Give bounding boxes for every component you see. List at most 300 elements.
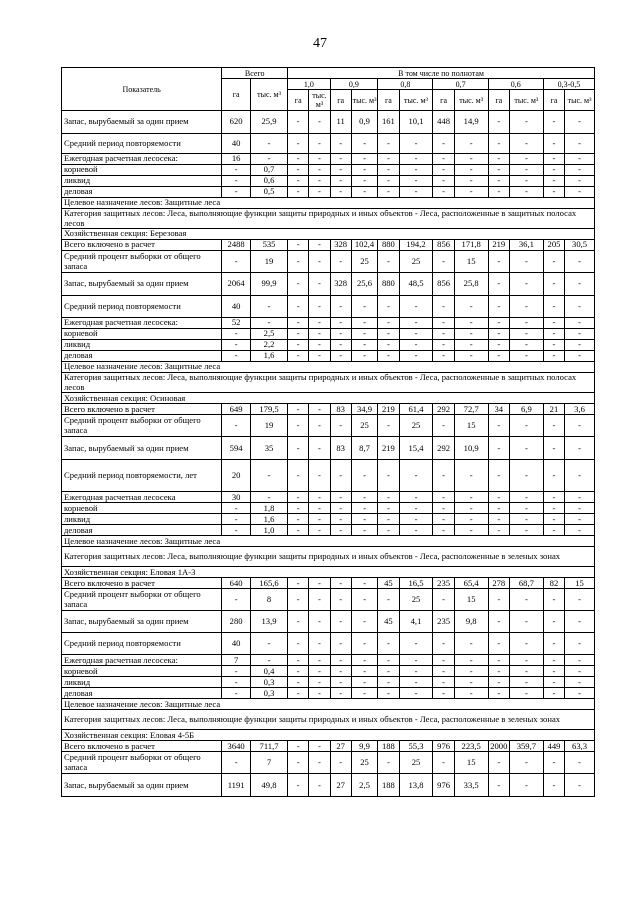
- table-cell: -: [250, 492, 287, 503]
- section-label: Категория защитных лесов: Леса, выполняющие функции защиты природных и иных объектов - Леса, расположенные в зеленых зонах: [62, 547, 595, 567]
- table-cell: 10,9: [454, 437, 488, 460]
- table-cell: -: [250, 296, 287, 318]
- table-cell: -: [509, 525, 543, 536]
- table-cell: -: [330, 415, 351, 437]
- header-total: Всего: [222, 68, 288, 79]
- table-cell: -: [330, 492, 351, 503]
- table-cell: 2,5: [250, 329, 287, 340]
- table-cell: -: [351, 666, 378, 677]
- table-cell: -: [509, 492, 543, 503]
- table-cell: -: [222, 415, 251, 437]
- table-cell: 219: [378, 404, 399, 415]
- table-cell: -: [351, 329, 378, 340]
- table-cell: 449: [543, 741, 564, 752]
- table-cell: -: [433, 460, 454, 492]
- table-cell: -: [288, 351, 309, 362]
- table-cell: -: [509, 633, 543, 655]
- table-cell: 219: [378, 437, 399, 460]
- row-label: ликвид: [62, 677, 222, 688]
- table-cell: 3640: [222, 741, 251, 752]
- table-cell: -: [351, 589, 378, 611]
- table-cell: 68,7: [509, 578, 543, 589]
- table-cell: 0,9: [351, 111, 378, 134]
- table-cell: -: [488, 351, 509, 362]
- table-cell: -: [378, 329, 399, 340]
- table-cell: -: [309, 404, 330, 415]
- table-cell: 292: [433, 404, 454, 415]
- table-cell: -: [488, 525, 509, 536]
- table-cell: 15: [454, 251, 488, 273]
- table-cell: -: [309, 589, 330, 611]
- section-row: [62, 393, 595, 404]
- table-cell: 45: [378, 611, 399, 633]
- table-cell: -: [488, 134, 509, 154]
- table-cell: -: [309, 460, 330, 492]
- table-cell: -: [378, 514, 399, 525]
- table-row: [62, 329, 595, 340]
- table-cell: 2,5: [351, 774, 378, 797]
- table-cell: -: [543, 655, 564, 666]
- header-unit-ha: га: [433, 90, 454, 111]
- table-cell: 1191: [222, 774, 251, 797]
- table-cell: -: [378, 251, 399, 273]
- table-cell: 161: [378, 111, 399, 134]
- table-cell: -: [565, 111, 595, 134]
- table-cell: 25: [399, 415, 433, 437]
- section-row: [62, 536, 595, 547]
- table-cell: -: [488, 187, 509, 198]
- table-cell: 15,4: [399, 437, 433, 460]
- table-cell: -: [509, 329, 543, 340]
- table-cell: -: [288, 111, 309, 134]
- table-cell: -: [509, 318, 543, 329]
- table-cell: -: [288, 187, 309, 198]
- section-row: [62, 547, 595, 567]
- table-cell: -: [509, 351, 543, 362]
- table-cell: -: [454, 655, 488, 666]
- table-cell: 30,5: [565, 240, 595, 251]
- table-cell: -: [288, 677, 309, 688]
- row-label: Всего включено в расчет: [62, 578, 222, 589]
- table-cell: -: [351, 688, 378, 699]
- table-cell: -: [565, 492, 595, 503]
- table-cell: -: [288, 655, 309, 666]
- table-cell: 9,9: [351, 741, 378, 752]
- table-cell: -: [454, 525, 488, 536]
- table-cell: -: [565, 666, 595, 677]
- section-row: [62, 229, 595, 240]
- table-cell: -: [399, 514, 433, 525]
- table-cell: -: [330, 165, 351, 176]
- table-row: [62, 741, 595, 752]
- table-cell: 1,6: [250, 514, 287, 525]
- table-cell: -: [543, 318, 564, 329]
- table-cell: 15: [454, 752, 488, 774]
- table-cell: -: [454, 492, 488, 503]
- table-cell: -: [565, 525, 595, 536]
- table-cell: 10,1: [399, 111, 433, 134]
- table-cell: -: [543, 351, 564, 362]
- table-cell: 188: [378, 741, 399, 752]
- table-row: [62, 154, 595, 165]
- table-cell: 292: [433, 437, 454, 460]
- table-cell: -: [399, 460, 433, 492]
- table-cell: -: [433, 318, 454, 329]
- table-cell: 25: [399, 251, 433, 273]
- table-cell: -: [488, 611, 509, 633]
- table-cell: -: [378, 340, 399, 351]
- table-cell: -: [399, 340, 433, 351]
- section-row: [62, 362, 595, 373]
- table-cell: -: [565, 134, 595, 154]
- table-cell: -: [378, 176, 399, 187]
- section-row: [62, 567, 595, 578]
- table-cell: -: [330, 296, 351, 318]
- table-cell: -: [543, 187, 564, 198]
- table-cell: -: [309, 340, 330, 351]
- table-cell: -: [351, 611, 378, 633]
- table-cell: -: [288, 176, 309, 187]
- table-cell: -: [351, 492, 378, 503]
- table-cell: -: [351, 514, 378, 525]
- table-cell: 194,2: [399, 240, 433, 251]
- table-cell: -: [509, 688, 543, 699]
- table-cell: -: [222, 688, 251, 699]
- row-label: деловая: [62, 187, 222, 198]
- table-row: [62, 176, 595, 187]
- row-label: Средний период повторяемости: [62, 633, 222, 655]
- table-cell: 2,2: [250, 340, 287, 351]
- table-cell: -: [543, 774, 564, 797]
- table-cell: -: [433, 503, 454, 514]
- header-unit-volume: тыс. м³: [309, 90, 330, 111]
- table-cell: -: [222, 340, 251, 351]
- table-cell: -: [543, 752, 564, 774]
- table-cell: -: [330, 503, 351, 514]
- table-cell: -: [378, 666, 399, 677]
- table-cell: 328: [330, 240, 351, 251]
- header-unit-volume: тыс. м³: [509, 90, 543, 111]
- table-cell: -: [288, 329, 309, 340]
- table-cell: -: [543, 176, 564, 187]
- table-cell: -: [330, 589, 351, 611]
- section-label: Целевое назначение лесов: Защитные леса: [62, 699, 595, 710]
- table-cell: -: [509, 415, 543, 437]
- table-cell: -: [543, 437, 564, 460]
- table-cell: 7: [222, 655, 251, 666]
- table-cell: -: [250, 655, 287, 666]
- table-cell: 880: [378, 240, 399, 251]
- table-cell: -: [222, 329, 251, 340]
- table-cell: -: [330, 525, 351, 536]
- table-cell: -: [488, 633, 509, 655]
- table-cell: -: [509, 774, 543, 797]
- table-cell: 856: [433, 240, 454, 251]
- table-cell: -: [351, 296, 378, 318]
- table-cell: -: [509, 176, 543, 187]
- table-cell: 40: [222, 633, 251, 655]
- table-cell: 30: [222, 492, 251, 503]
- table-cell: -: [351, 318, 378, 329]
- table-cell: 15: [565, 578, 595, 589]
- table-cell: 4,1: [399, 611, 433, 633]
- table-cell: -: [454, 351, 488, 362]
- table-cell: -: [433, 677, 454, 688]
- table-cell: -: [351, 165, 378, 176]
- header-total-volume: тыс. м³: [250, 79, 287, 111]
- table-cell: 45: [378, 578, 399, 589]
- table-cell: 25,6: [351, 273, 378, 296]
- table-cell: -: [309, 774, 330, 797]
- table-cell: 16,5: [399, 578, 433, 589]
- table-row: [62, 666, 595, 677]
- table-cell: -: [454, 503, 488, 514]
- row-label: Запас, вырубаемый за один прием: [62, 774, 222, 797]
- table-cell: -: [509, 165, 543, 176]
- table-cell: -: [378, 492, 399, 503]
- table-cell: -: [288, 154, 309, 165]
- table-cell: 640: [222, 578, 251, 589]
- table-cell: 1,8: [250, 503, 287, 514]
- table-cell: -: [565, 329, 595, 340]
- table-cell: -: [433, 340, 454, 351]
- table-cell: -: [488, 503, 509, 514]
- table-row: [62, 460, 595, 492]
- table-cell: -: [250, 318, 287, 329]
- table-cell: -: [543, 611, 564, 633]
- table-cell: -: [488, 176, 509, 187]
- table-cell: -: [250, 460, 287, 492]
- table-cell: -: [399, 503, 433, 514]
- table-row: [62, 611, 595, 633]
- table-cell: -: [565, 774, 595, 797]
- table-cell: -: [509, 655, 543, 666]
- header-density: 0,3-0,5: [543, 79, 594, 90]
- table-cell: -: [509, 503, 543, 514]
- table-cell: 649: [222, 404, 251, 415]
- row-label: деловая: [62, 351, 222, 362]
- table-cell: -: [288, 514, 309, 525]
- table-cell: 35: [250, 437, 287, 460]
- table-cell: -: [330, 318, 351, 329]
- table-cell: -: [309, 688, 330, 699]
- table-cell: -: [565, 611, 595, 633]
- table-cell: -: [399, 677, 433, 688]
- table-cell: -: [488, 340, 509, 351]
- row-label: Средний процент выборки от общего запаса: [62, 752, 222, 774]
- table-cell: 72,7: [454, 404, 488, 415]
- table-cell: -: [222, 176, 251, 187]
- table-cell: 278: [488, 578, 509, 589]
- table-row: [62, 514, 595, 525]
- table-cell: -: [509, 340, 543, 351]
- table-cell: -: [250, 154, 287, 165]
- table-cell: 25: [351, 752, 378, 774]
- table-cell: -: [488, 752, 509, 774]
- table-cell: -: [222, 514, 251, 525]
- header-density: 0,9: [330, 79, 378, 90]
- table-cell: -: [351, 460, 378, 492]
- row-label: Запас, вырубаемый за один прием: [62, 273, 222, 296]
- table-cell: -: [222, 589, 251, 611]
- table-cell: -: [543, 503, 564, 514]
- table-cell: -: [433, 165, 454, 176]
- table-cell: -: [288, 752, 309, 774]
- table-cell: -: [509, 752, 543, 774]
- table-cell: -: [399, 329, 433, 340]
- table-cell: -: [433, 329, 454, 340]
- table-cell: -: [309, 329, 330, 340]
- table-cell: -: [565, 273, 595, 296]
- header-density: 0,7: [433, 79, 488, 90]
- table-cell: -: [378, 351, 399, 362]
- row-label: Ежегодная расчетная лесосека:: [62, 655, 222, 666]
- table-cell: 205: [543, 240, 564, 251]
- table-cell: 55,3: [399, 741, 433, 752]
- table-cell: -: [565, 176, 595, 187]
- row-label: корневой: [62, 329, 222, 340]
- header-density: 1,0: [288, 79, 330, 90]
- table-cell: -: [565, 165, 595, 176]
- header-density: 0,6: [488, 79, 543, 90]
- header-unit-ha: га: [488, 90, 509, 111]
- table-cell: -: [399, 492, 433, 503]
- table-cell: -: [378, 460, 399, 492]
- table-cell: -: [288, 437, 309, 460]
- section-label: Хозяйственная секция: Березовая: [62, 229, 595, 240]
- table-cell: -: [509, 187, 543, 198]
- table-cell: -: [288, 492, 309, 503]
- table-cell: 25: [351, 251, 378, 273]
- table-cell: -: [378, 165, 399, 176]
- table-cell: -: [288, 165, 309, 176]
- table-cell: -: [433, 134, 454, 154]
- table-row: [62, 492, 595, 503]
- table-cell: 14,9: [454, 111, 488, 134]
- table-cell: -: [433, 415, 454, 437]
- table-cell: -: [399, 176, 433, 187]
- table-cell: -: [309, 525, 330, 536]
- table-cell: -: [222, 165, 251, 176]
- table-cell: -: [351, 154, 378, 165]
- header-unit-volume: тыс. м³: [351, 90, 378, 111]
- table-cell: -: [454, 340, 488, 351]
- row-label: Всего включено в расчет: [62, 240, 222, 251]
- header-unit-ha: га: [330, 90, 351, 111]
- table-cell: -: [330, 351, 351, 362]
- table-cell: 235: [433, 578, 454, 589]
- table-cell: -: [454, 329, 488, 340]
- table-cell: -: [330, 677, 351, 688]
- table-cell: 448: [433, 111, 454, 134]
- table-cell: -: [288, 415, 309, 437]
- table-cell: -: [509, 666, 543, 677]
- table-row: [62, 525, 595, 536]
- table-cell: -: [309, 273, 330, 296]
- table-cell: -: [222, 251, 251, 273]
- table-cell: -: [399, 165, 433, 176]
- table-row: [62, 251, 595, 273]
- table-cell: -: [565, 351, 595, 362]
- row-label: корневой: [62, 666, 222, 677]
- table-cell: -: [488, 111, 509, 134]
- table-cell: 219: [488, 240, 509, 251]
- table-cell: -: [309, 134, 330, 154]
- section-row: [62, 710, 595, 730]
- table-cell: 82: [543, 578, 564, 589]
- table-cell: -: [309, 240, 330, 251]
- table-cell: -: [454, 666, 488, 677]
- table-cell: -: [488, 273, 509, 296]
- table-cell: 1,6: [250, 351, 287, 362]
- table-cell: 21: [543, 404, 564, 415]
- table-cell: -: [309, 655, 330, 666]
- section-row: [62, 699, 595, 710]
- table-cell: -: [330, 633, 351, 655]
- row-label: Запас, вырубаемый за один прием: [62, 111, 222, 134]
- section-label: Категория защитных лесов: Леса, выполняющие функции защиты природных и иных объектов - Леса, расположенные в защитных полосах лесов: [62, 373, 595, 393]
- section-row: [62, 373, 595, 393]
- table-cell: -: [399, 688, 433, 699]
- table-cell: -: [330, 655, 351, 666]
- table-cell: -: [250, 633, 287, 655]
- table-cell: -: [309, 154, 330, 165]
- table-cell: -: [543, 329, 564, 340]
- table-cell: -: [488, 688, 509, 699]
- table-cell: 40: [222, 134, 251, 154]
- table-row: [62, 655, 595, 666]
- table-cell: -: [378, 589, 399, 611]
- row-label: Ежегодная расчетная лесосека:: [62, 154, 222, 165]
- table-cell: -: [288, 688, 309, 699]
- table-cell: -: [309, 296, 330, 318]
- table-cell: 594: [222, 437, 251, 460]
- table-cell: -: [488, 415, 509, 437]
- table-cell: -: [399, 525, 433, 536]
- table-cell: -: [288, 774, 309, 797]
- table-cell: -: [454, 318, 488, 329]
- table-cell: 8,7: [351, 437, 378, 460]
- table-cell: 13,9: [250, 611, 287, 633]
- table-cell: -: [488, 318, 509, 329]
- table-cell: 15: [454, 415, 488, 437]
- table-cell: -: [565, 688, 595, 699]
- table-row: [62, 503, 595, 514]
- table-row: [62, 134, 595, 154]
- table-cell: -: [288, 666, 309, 677]
- table-cell: -: [351, 503, 378, 514]
- row-label: Средний период повторяемости: [62, 134, 222, 154]
- table-cell: -: [351, 340, 378, 351]
- table-cell: -: [509, 611, 543, 633]
- table-cell: -: [399, 187, 433, 198]
- table-cell: -: [222, 525, 251, 536]
- table-cell: -: [309, 752, 330, 774]
- table-cell: -: [543, 273, 564, 296]
- table-cell: -: [565, 677, 595, 688]
- table-cell: -: [543, 165, 564, 176]
- header-unit-ha: га: [288, 90, 309, 111]
- table-row: [62, 774, 595, 797]
- table-row: [62, 752, 595, 774]
- table-cell: -: [543, 633, 564, 655]
- table-cell: 27: [330, 741, 351, 752]
- row-label: Ежегодная расчетная лесосека:: [62, 318, 222, 329]
- table-cell: -: [565, 514, 595, 525]
- table-cell: -: [543, 296, 564, 318]
- table-cell: -: [288, 340, 309, 351]
- table-cell: -: [399, 655, 433, 666]
